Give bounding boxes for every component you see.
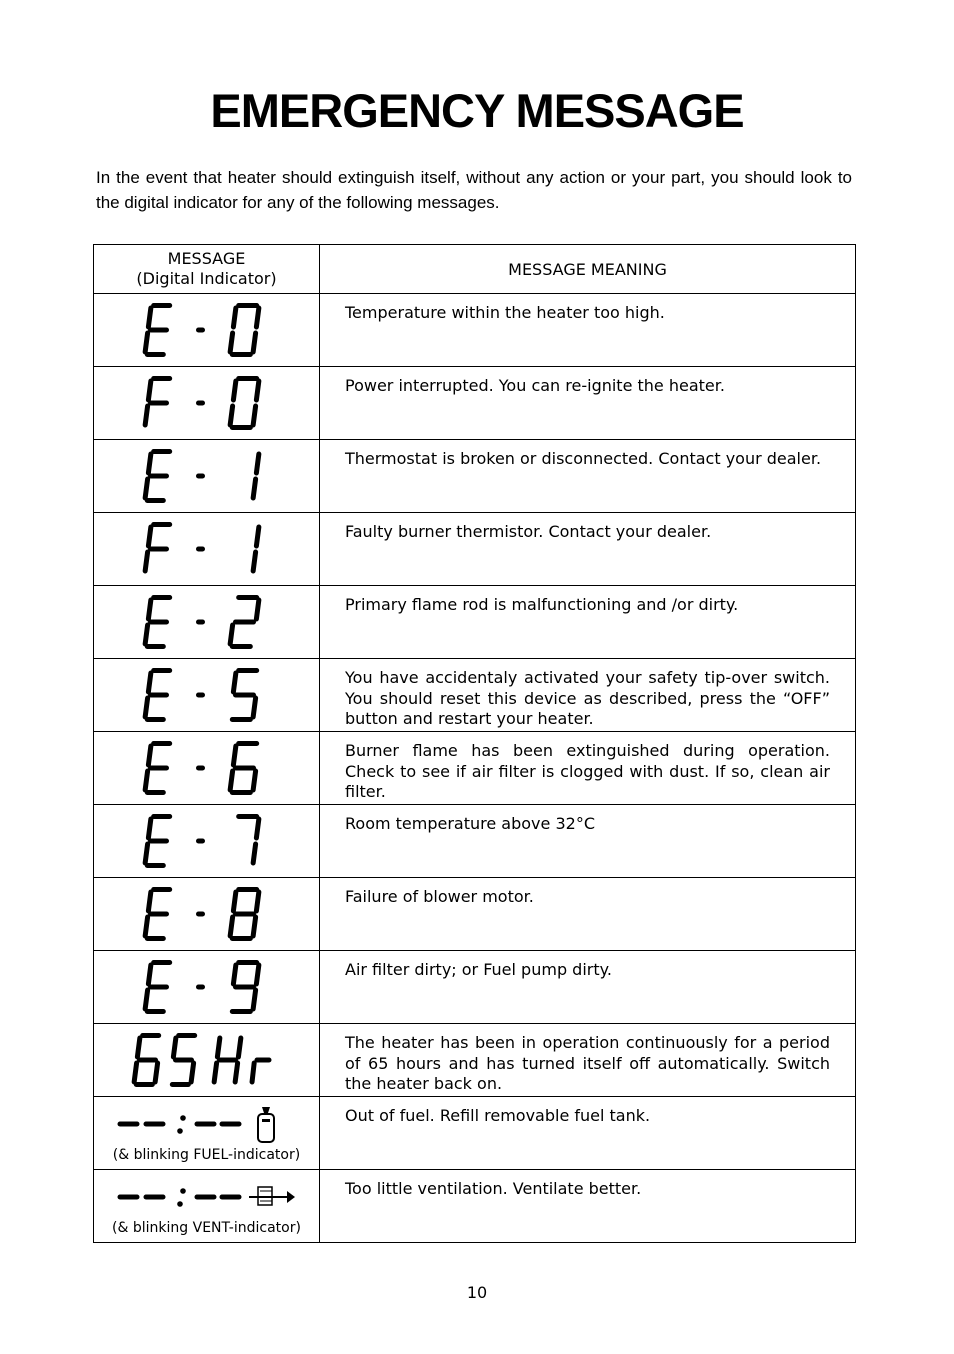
segment-f xyxy=(148,819,150,838)
message-code-cell xyxy=(94,367,320,440)
table-row xyxy=(94,951,856,1024)
segment-c xyxy=(253,990,255,1009)
emergency-message-table xyxy=(93,244,856,1243)
message-code-cell xyxy=(94,951,320,1024)
message-code-cell xyxy=(94,805,320,878)
segment-f xyxy=(148,673,150,692)
message-code xyxy=(207,1018,208,1019)
segment-f xyxy=(233,892,235,911)
seven-segment-display xyxy=(132,518,282,580)
message-code xyxy=(207,507,208,508)
message-code xyxy=(207,799,208,800)
segment-f xyxy=(148,308,150,327)
message-meaning: The heater has been in operation continuously for a period of 65 hours and has turned itself off automatically. Switch the heater back on. xyxy=(320,1024,856,1097)
segment-e xyxy=(145,625,147,644)
segment-f xyxy=(217,1038,219,1057)
segment-e xyxy=(214,1063,216,1082)
segment-c xyxy=(253,917,255,936)
seven-segment-display xyxy=(132,737,282,799)
segment-e xyxy=(145,333,147,352)
message-code-cell xyxy=(94,732,320,805)
table-row xyxy=(94,586,856,659)
message-meaning: Thermostat is broken or disconnected. Contact your dealer. xyxy=(320,440,856,513)
segment-e xyxy=(145,844,147,863)
seven-segment-display xyxy=(112,1104,302,1144)
message-code xyxy=(207,653,208,654)
segment-f xyxy=(148,381,150,400)
indicator-caption: (& blinking VENT-indicator) xyxy=(112,1220,301,1236)
segment-f xyxy=(148,892,150,911)
message-code xyxy=(207,1217,208,1218)
message-meaning: Out of fuel. Refill removable fuel tank. xyxy=(320,1097,856,1170)
segment-c xyxy=(253,844,255,863)
table-row xyxy=(94,1024,856,1097)
table-row xyxy=(94,659,856,732)
message-meaning: Air filter dirty; or Fuel pump dirty. xyxy=(320,951,856,1024)
segment-e xyxy=(230,625,232,644)
colon-dot xyxy=(180,1188,186,1194)
segment-f xyxy=(148,746,150,765)
segment-c xyxy=(253,698,255,717)
segment-e xyxy=(145,479,147,498)
message-meaning: You have accidentaly activated your safety tip-over switch. You should reset this device as described, press the “OFF” button and restart your heater. xyxy=(320,659,856,732)
segment-b xyxy=(256,308,258,327)
segment-f xyxy=(148,454,150,473)
message-code-cell xyxy=(94,659,320,732)
table-row xyxy=(94,294,856,367)
seven-segment-display xyxy=(132,372,282,434)
segment-c xyxy=(253,771,255,790)
message-code xyxy=(207,1144,208,1145)
message-meaning: Too little ventilation. Ventilate better. xyxy=(320,1170,856,1243)
colon-dot xyxy=(177,1201,183,1207)
seven-segment-display xyxy=(132,591,282,653)
message-meaning: Burner flame has been extinguished during operation. Check to see if air filter is clogged with dust. If so, clean air filter. xyxy=(320,732,856,805)
segment-e xyxy=(230,917,232,936)
segment-f xyxy=(173,1038,175,1057)
segment-c xyxy=(253,333,255,352)
segment-b xyxy=(256,454,258,473)
vent-fan-icon xyxy=(249,1187,295,1205)
segment-c xyxy=(191,1063,193,1082)
message-meaning: Faulty burner thermistor. Contact your dealer. xyxy=(320,513,856,586)
message-code xyxy=(207,361,208,362)
segment-b xyxy=(256,819,258,838)
table-row xyxy=(94,513,856,586)
segment-e xyxy=(230,333,232,352)
segment-f xyxy=(148,965,150,984)
table-row xyxy=(94,732,856,805)
message-meaning: Temperature within the heater too high. xyxy=(320,294,856,367)
segment-f xyxy=(137,1038,139,1057)
message-meaning: Failure of blower motor. xyxy=(320,878,856,951)
seven-segment-display xyxy=(112,1177,302,1217)
segment-e xyxy=(230,771,232,790)
header-meaning: MESSAGE MEANING xyxy=(320,245,856,294)
segment-e xyxy=(145,917,147,936)
seven-segment-display xyxy=(132,299,282,361)
segment-e xyxy=(145,990,147,1009)
table-header-row xyxy=(94,245,856,294)
segment-c xyxy=(253,552,255,571)
message-meaning: Room temperature above 32°C xyxy=(320,805,856,878)
message-code xyxy=(207,434,208,435)
seven-segment-display xyxy=(132,445,282,507)
message-code-cell xyxy=(94,878,320,951)
message-code-cell xyxy=(94,1170,320,1243)
segment-b xyxy=(256,527,258,546)
segment-f xyxy=(233,308,235,327)
segment-b xyxy=(256,892,258,911)
segment-e xyxy=(145,406,147,425)
colon-dot xyxy=(177,1128,183,1134)
message-code-cell xyxy=(94,1097,320,1170)
message-meaning: Power interrupted. You can re-ignite the heater. xyxy=(320,367,856,440)
segment-c xyxy=(253,406,255,425)
message-code-cell xyxy=(94,586,320,659)
message-meaning: Primary flame rod is malfunctioning and /or dirty. xyxy=(320,586,856,659)
segment-b xyxy=(256,381,258,400)
seven-segment-display xyxy=(132,810,282,872)
segment-f xyxy=(233,746,235,765)
message-code-cell xyxy=(94,440,320,513)
colon-dot xyxy=(180,1115,186,1121)
segment-e xyxy=(134,1063,136,1082)
page-number: 10 xyxy=(466,1283,488,1302)
table-row xyxy=(94,1097,856,1170)
segment-f xyxy=(233,965,235,984)
segment-e xyxy=(252,1063,254,1082)
segment-e xyxy=(145,552,147,571)
message-code-cell xyxy=(94,1024,320,1097)
seven-segment-display xyxy=(132,956,282,1018)
table-row xyxy=(94,440,856,513)
segment-e xyxy=(145,698,147,717)
table-row xyxy=(94,367,856,440)
segment-b xyxy=(256,600,258,619)
segment-c xyxy=(155,1063,157,1082)
table-row xyxy=(94,878,856,951)
intro-paragraph: In the event that heater should extinguish itself, without any action or your part, you should look to the digital indicator for any of the following messages. xyxy=(96,168,852,212)
seven-segment-display xyxy=(132,883,282,945)
indicator-caption: (& blinking FUEL-indicator) xyxy=(112,1147,301,1163)
segment-f xyxy=(148,600,150,619)
message-code xyxy=(207,945,208,946)
seven-segment-display xyxy=(127,1029,287,1091)
fuel-tank-icon xyxy=(258,1107,274,1142)
segment-f xyxy=(148,527,150,546)
message-code xyxy=(207,872,208,873)
segment-c xyxy=(253,479,255,498)
segment-f xyxy=(233,381,235,400)
segment-b xyxy=(256,965,258,984)
table-row xyxy=(94,805,856,878)
segment-e xyxy=(145,771,147,790)
page-title: EMERGENCY MESSAGE xyxy=(210,84,744,137)
segment-e xyxy=(230,406,232,425)
message-code xyxy=(207,580,208,581)
message-code-cell xyxy=(94,513,320,586)
segment-f xyxy=(233,673,235,692)
message-code-cell xyxy=(94,294,320,367)
segment-c xyxy=(235,1063,237,1082)
table-row xyxy=(94,1170,856,1243)
seven-segment-display xyxy=(132,664,282,726)
segment-b xyxy=(238,1038,240,1057)
message-code xyxy=(207,726,208,727)
message-code xyxy=(207,1091,208,1092)
header-message: MESSAGE (Digital Indicator) xyxy=(94,245,320,294)
